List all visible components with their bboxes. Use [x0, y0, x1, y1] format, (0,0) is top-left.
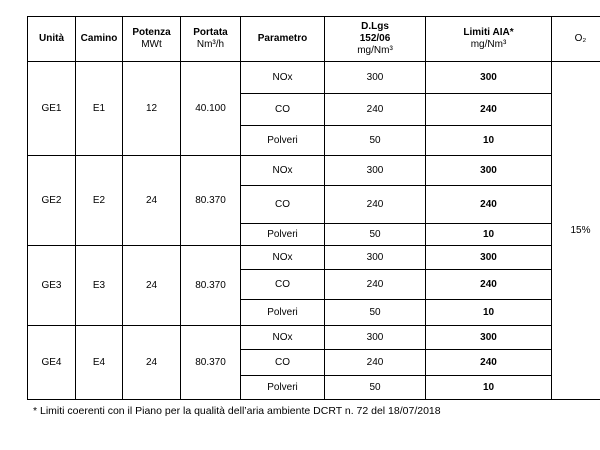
table-row — [28, 246, 600, 270]
cell-aia: 240 — [426, 186, 552, 224]
cell-aia: 10 — [426, 376, 552, 400]
cell-o2: 15% — [552, 62, 600, 400]
cell-aia: 240 — [426, 94, 552, 126]
cell-aia: 300 — [426, 156, 552, 186]
cell-dlgs: 240 — [325, 270, 426, 300]
cell-dlgs: 300 — [325, 156, 426, 186]
table-row — [28, 62, 600, 94]
cell-parametro: NOx — [241, 246, 325, 270]
cell-unita: GE3 — [28, 246, 76, 326]
cell-aia: 240 — [426, 270, 552, 300]
cell-aia: 10 — [426, 224, 552, 246]
cell-parametro: Polveri — [241, 300, 325, 326]
cell-parametro: CO — [241, 270, 325, 300]
header-parametro: Parametro — [241, 17, 325, 62]
cell-unita: GE1 — [28, 62, 76, 156]
cell-parametro: Polveri — [241, 224, 325, 246]
cell-parametro: NOx — [241, 326, 325, 350]
header-row — [28, 17, 600, 62]
cell-dlgs: 50 — [325, 376, 426, 400]
cell-aia: 300 — [426, 326, 552, 350]
cell-parametro: CO — [241, 350, 325, 376]
cell-aia: 10 — [426, 126, 552, 156]
cell-parametro: Polveri — [241, 376, 325, 400]
cell-unita: GE2 — [28, 156, 76, 246]
cell-portata: 80.370 — [181, 156, 241, 246]
cell-dlgs: 300 — [325, 62, 426, 94]
header-aia: Limiti AIA* mg/Nm³ — [426, 17, 552, 62]
cell-dlgs: 300 — [325, 246, 426, 270]
cell-dlgs: 50 — [325, 126, 426, 156]
cell-camino: E3 — [76, 246, 123, 326]
cell-aia: 10 — [426, 300, 552, 326]
cell-dlgs: 240 — [325, 94, 426, 126]
header-dlgs: D.Lgs 152/06 mg/Nm³ — [325, 17, 426, 62]
header-unita: Unità — [28, 17, 76, 62]
cell-parametro: Polveri — [241, 126, 325, 156]
cell-potenza: 24 — [123, 326, 181, 400]
cell-parametro: CO — [241, 186, 325, 224]
cell-camino: E2 — [76, 156, 123, 246]
cell-portata: 40.100 — [181, 62, 241, 156]
cell-aia: 300 — [426, 246, 552, 270]
cell-aia: 300 — [426, 62, 552, 94]
cell-dlgs: 300 — [325, 326, 426, 350]
cell-camino: E1 — [76, 62, 123, 156]
cell-potenza: 12 — [123, 62, 181, 156]
cell-aia: 240 — [426, 350, 552, 376]
cell-dlgs: 240 — [325, 350, 426, 376]
header-camino: Camino — [76, 17, 123, 62]
cell-parametro: NOx — [241, 156, 325, 186]
cell-dlgs: 50 — [325, 300, 426, 326]
table-row — [28, 156, 600, 186]
footnote: * Limiti coerenti con il Piano per la qualità dell’aria ambiente DCRT n. 72 del 18/07/2018 — [33, 405, 441, 417]
header-portata: Portata Nm³/h — [181, 17, 241, 62]
cell-potenza: 24 — [123, 246, 181, 326]
cell-camino: E4 — [76, 326, 123, 400]
cell-parametro: NOx — [241, 62, 325, 94]
cell-portata: 80.370 — [181, 246, 241, 326]
emissions-table — [27, 16, 600, 400]
cell-dlgs: 240 — [325, 186, 426, 224]
cell-dlgs: 50 — [325, 224, 426, 246]
cell-potenza: 24 — [123, 156, 181, 246]
header-potenza: Potenza MWt — [123, 17, 181, 62]
table-row — [28, 326, 600, 350]
header-o2: O₂ — [552, 17, 600, 62]
cell-portata: 80.370 — [181, 326, 241, 400]
cell-unita: GE4 — [28, 326, 76, 400]
cell-parametro: CO — [241, 94, 325, 126]
